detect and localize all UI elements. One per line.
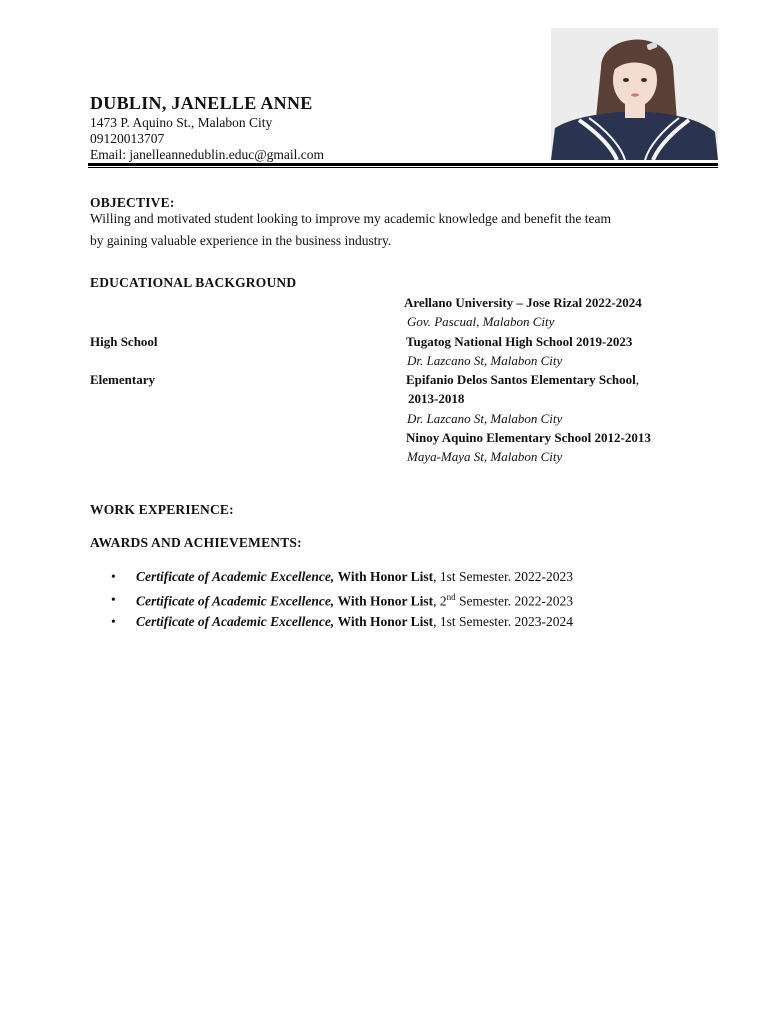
award-detail: , 1st Semester. 2023-2024 [433, 614, 573, 629]
award-bullet: • [111, 592, 116, 607]
elementary-school-name: Epifanio Delos Santos Elementary School [406, 372, 636, 387]
highschool-school: Tugatog National High School 2019-2023 [406, 334, 633, 349]
header-divider-thick [88, 163, 718, 166]
elementary-school [406, 372, 639, 388]
award-detail: , 2 [433, 593, 447, 609]
objective-heading: OBJECTIVE: [90, 195, 175, 210]
email-address[interactable]: janelleannedublin.educ@gmail.com [129, 147, 324, 162]
award-bullet: • [111, 614, 116, 629]
objective-line-2: by gaining valuable experience in the business industry. [90, 233, 392, 248]
award-bullet: • [111, 569, 116, 584]
work-experience-heading: WORK EXPERIENCE: [90, 502, 234, 517]
award-certificate: Certificate of Academic Excellence, [136, 593, 335, 609]
award-item [136, 592, 573, 610]
award-certificate: Certificate of Academic Excellence, [136, 614, 335, 629]
header-divider-thin [88, 167, 718, 168]
elementary-address: Dr. Lazcano St, Malabon City [407, 411, 563, 426]
award-detail-rest: Semester. 2022-2023 [455, 593, 573, 609]
award-item [136, 614, 573, 630]
award-item [136, 569, 573, 585]
college-address: Gov. Pascual, Malabon City [407, 314, 555, 329]
phone-text: 09120013707 [90, 131, 165, 146]
education-heading: EDUCATIONAL BACKGROUND [90, 275, 297, 290]
college-school: Arellano University – Jose Rizal 2022-2024 [404, 295, 642, 310]
highschool-label: High School [90, 334, 158, 349]
resume-name: DUBLIN, JANELLE ANNE [90, 93, 313, 113]
award-superscript: nd [446, 592, 456, 602]
award-honor: With Honor List [337, 593, 434, 609]
award-detail: , 1st Semester. 2022-2023 [433, 569, 573, 584]
award-honor: With Honor List [337, 614, 434, 629]
elementary-address-2: Maya-Maya St, Malabon City [407, 449, 563, 464]
award-honor: With Honor List [337, 569, 434, 584]
email-label: Email: [90, 147, 126, 162]
portrait-photo-icon [551, 28, 718, 160]
address-text: 1473 P. Aquino St., Malabon City [90, 115, 273, 130]
elementary-school-comma: , [635, 372, 639, 387]
elementary-years: 2013-2018 [408, 391, 465, 406]
elementary-label: Elementary [90, 372, 155, 387]
profile-photo [551, 28, 718, 160]
objective-line-1: Willing and motivated student looking to improve my academic knowledge and benefit the team [90, 211, 611, 226]
elementary-school-2: Ninoy Aquino Elementary School 2012-2013 [406, 430, 651, 445]
awards-heading: AWARDS AND ACHIEVEMENTS: [90, 535, 302, 550]
email-line [90, 147, 324, 163]
award-certificate: Certificate of Academic Excellence, [136, 569, 335, 584]
highschool-address: Dr. Lazcano St, Malabon City [407, 353, 563, 368]
